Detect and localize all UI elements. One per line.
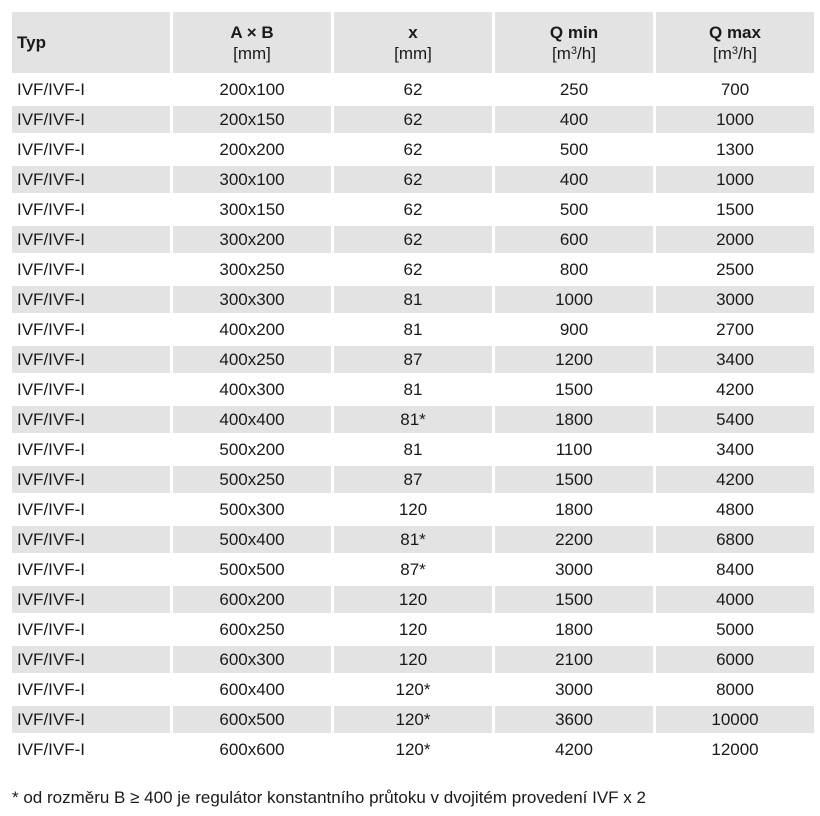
cell-qmax: 1000: [656, 163, 814, 193]
cell-ab: 400x200: [173, 313, 331, 343]
cell-qmax: 8000: [656, 673, 814, 703]
cell-qmax: 4200: [656, 463, 814, 493]
cell-typ: IVF/IVF-I: [12, 163, 170, 193]
header-row: [12, 12, 814, 73]
table-row: [12, 103, 814, 133]
cell-x: 62: [334, 73, 492, 103]
header-qmin-unit: $[m^3/h]$: [552, 43, 596, 63]
cell-qmin: 1100: [495, 433, 653, 463]
cell-ab: 500x500: [173, 553, 331, 583]
cell-qmin: 1800: [495, 403, 653, 433]
header-qmax-unit: $[m^3/h]$: [713, 43, 757, 63]
table-row: [12, 493, 814, 523]
footnote: * od rozměru B ≥ 400 je regulátor konstantního průtoku v dvojitém provedení IVF x 2: [12, 788, 646, 807]
cell-typ: IVF/IVF-I: [12, 73, 170, 103]
cell-qmax: 5000: [656, 613, 814, 643]
cell-qmin: 1500: [495, 583, 653, 613]
cell-qmax: 700: [656, 73, 814, 103]
cell-qmin: 2200: [495, 523, 653, 553]
cell-typ: IVF/IVF-I: [12, 403, 170, 433]
cell-qmin: 1000: [495, 283, 653, 313]
spec-table: [9, 12, 817, 763]
cell-typ: IVF/IVF-I: [12, 523, 170, 553]
cell-qmin: 500: [495, 133, 653, 163]
cell-qmin: 800: [495, 253, 653, 283]
cell-ab: 300x200: [173, 223, 331, 253]
cell-x: 120*: [334, 673, 492, 703]
cell-typ: IVF/IVF-I: [12, 493, 170, 523]
cell-qmax: 3400: [656, 433, 814, 463]
header-x-unit: [mm]: [394, 43, 432, 63]
cell-ab: 600x250: [173, 613, 331, 643]
cell-typ: IVF/IVF-I: [12, 733, 170, 763]
cell-qmax: 6000: [656, 643, 814, 673]
cell-ab: 300x150: [173, 193, 331, 223]
table-row: [12, 673, 814, 703]
cell-ab: 300x100: [173, 163, 331, 193]
table-row: [12, 163, 814, 193]
table-row: [12, 133, 814, 163]
cell-x: 81: [334, 373, 492, 403]
header-qmin: Q min $[m^3/h]$: [495, 12, 653, 73]
cell-ab: 300x250: [173, 253, 331, 283]
cell-qmin: 1800: [495, 613, 653, 643]
table-row: [12, 703, 814, 733]
cell-qmin: 3000: [495, 673, 653, 703]
table-row: [12, 433, 814, 463]
cell-qmax: 2000: [656, 223, 814, 253]
table-row: [12, 343, 814, 373]
cell-x: 81*: [334, 523, 492, 553]
cell-typ: IVF/IVF-I: [12, 703, 170, 733]
table-row: [12, 403, 814, 433]
cell-ab: 200x150: [173, 103, 331, 133]
cell-ab: 600x600: [173, 733, 331, 763]
cell-qmin: 250: [495, 73, 653, 103]
cell-ab: 300x300: [173, 283, 331, 313]
cell-qmax: 1300: [656, 133, 814, 163]
table-row: [12, 253, 814, 283]
table-row: [12, 373, 814, 403]
cell-typ: IVF/IVF-I: [12, 433, 170, 463]
table-row: [12, 613, 814, 643]
cell-x: 81*: [334, 403, 492, 433]
cell-x: 120: [334, 583, 492, 613]
header-qmax: Q max $[m^3/h]$: [656, 12, 814, 73]
cell-typ: IVF/IVF-I: [12, 643, 170, 673]
table-row: [12, 223, 814, 253]
cell-x: 62: [334, 103, 492, 133]
cell-qmax: 10000: [656, 703, 814, 733]
cell-qmax: 8400: [656, 553, 814, 583]
header-ab-unit: [mm]: [233, 43, 271, 63]
cell-typ: IVF/IVF-I: [12, 583, 170, 613]
cell-qmin: 1800: [495, 493, 653, 523]
cell-qmin: 3000: [495, 553, 653, 583]
cell-x: 62: [334, 163, 492, 193]
cell-ab: 500x200: [173, 433, 331, 463]
cell-ab: 500x400: [173, 523, 331, 553]
cell-qmax: 5400: [656, 403, 814, 433]
cell-qmax: 4800: [656, 493, 814, 523]
table-row: [12, 553, 814, 583]
cell-ab: 600x300: [173, 643, 331, 673]
header-x: x [mm]: [334, 12, 492, 73]
cell-ab: 400x250: [173, 343, 331, 373]
cell-ab: 500x250: [173, 463, 331, 493]
cell-x: 87*: [334, 553, 492, 583]
cell-qmax: 2700: [656, 313, 814, 343]
cell-typ: IVF/IVF-I: [12, 103, 170, 133]
header-ab: A × B [mm]: [173, 12, 331, 73]
cell-typ: IVF/IVF-I: [12, 373, 170, 403]
cell-x: 87: [334, 343, 492, 373]
cell-qmin: 4200: [495, 733, 653, 763]
cell-x: 120: [334, 493, 492, 523]
cell-typ: IVF/IVF-I: [12, 313, 170, 343]
cell-x: 120: [334, 643, 492, 673]
cell-typ: IVF/IVF-I: [12, 253, 170, 283]
cell-x: 81: [334, 283, 492, 313]
cell-x: 81: [334, 433, 492, 463]
cell-x: 62: [334, 223, 492, 253]
cell-qmax: 4000: [656, 583, 814, 613]
table-row: [12, 193, 814, 223]
cell-x: 62: [334, 253, 492, 283]
cell-x: 87: [334, 463, 492, 493]
table-row: [12, 643, 814, 673]
cell-qmin: 500: [495, 193, 653, 223]
cell-x: 120*: [334, 703, 492, 733]
cell-x: 81: [334, 313, 492, 343]
table-row: [12, 523, 814, 553]
header-typ: Typ: [12, 12, 170, 73]
table-row: [12, 313, 814, 343]
cell-x: 120: [334, 613, 492, 643]
cell-qmax: 3000: [656, 283, 814, 313]
cell-typ: IVF/IVF-I: [12, 343, 170, 373]
cell-qmax: 1500: [656, 193, 814, 223]
cell-qmin: 1200: [495, 343, 653, 373]
cell-qmin: 400: [495, 103, 653, 133]
cell-qmin: 900: [495, 313, 653, 343]
cell-typ: IVF/IVF-I: [12, 613, 170, 643]
cell-ab: 600x400: [173, 673, 331, 703]
table-row: [12, 583, 814, 613]
cell-typ: IVF/IVF-I: [12, 133, 170, 163]
table-body: [12, 73, 814, 763]
cell-x: 62: [334, 133, 492, 163]
spec-table-container: [12, 12, 810, 763]
cell-qmax: 6800: [656, 523, 814, 553]
cell-ab: 200x100: [173, 73, 331, 103]
cell-x: 120*: [334, 733, 492, 763]
cell-qmin: 2100: [495, 643, 653, 673]
cell-qmax: 12000: [656, 733, 814, 763]
table-row: [12, 733, 814, 763]
cell-qmin: 400: [495, 163, 653, 193]
cell-qmax: 2500: [656, 253, 814, 283]
cell-ab: 600x500: [173, 703, 331, 733]
cell-qmax: 1000: [656, 103, 814, 133]
table-row: [12, 283, 814, 313]
cell-ab: 400x400: [173, 403, 331, 433]
cell-qmax: 4200: [656, 373, 814, 403]
cell-qmin: 3600: [495, 703, 653, 733]
cell-qmax: 3400: [656, 343, 814, 373]
cell-ab: 200x200: [173, 133, 331, 163]
cell-ab: 500x300: [173, 493, 331, 523]
cell-qmin: 1500: [495, 463, 653, 493]
cell-qmin: 1500: [495, 373, 653, 403]
cell-ab: 600x200: [173, 583, 331, 613]
cell-typ: IVF/IVF-I: [12, 283, 170, 313]
cell-typ: IVF/IVF-I: [12, 553, 170, 583]
cell-typ: IVF/IVF-I: [12, 193, 170, 223]
cell-x: 62: [334, 193, 492, 223]
table-row: [12, 463, 814, 493]
table-row: [12, 73, 814, 103]
cell-typ: IVF/IVF-I: [12, 223, 170, 253]
cell-qmin: 600: [495, 223, 653, 253]
cell-typ: IVF/IVF-I: [12, 463, 170, 493]
cell-ab: 400x300: [173, 373, 331, 403]
cell-typ: IVF/IVF-I: [12, 673, 170, 703]
